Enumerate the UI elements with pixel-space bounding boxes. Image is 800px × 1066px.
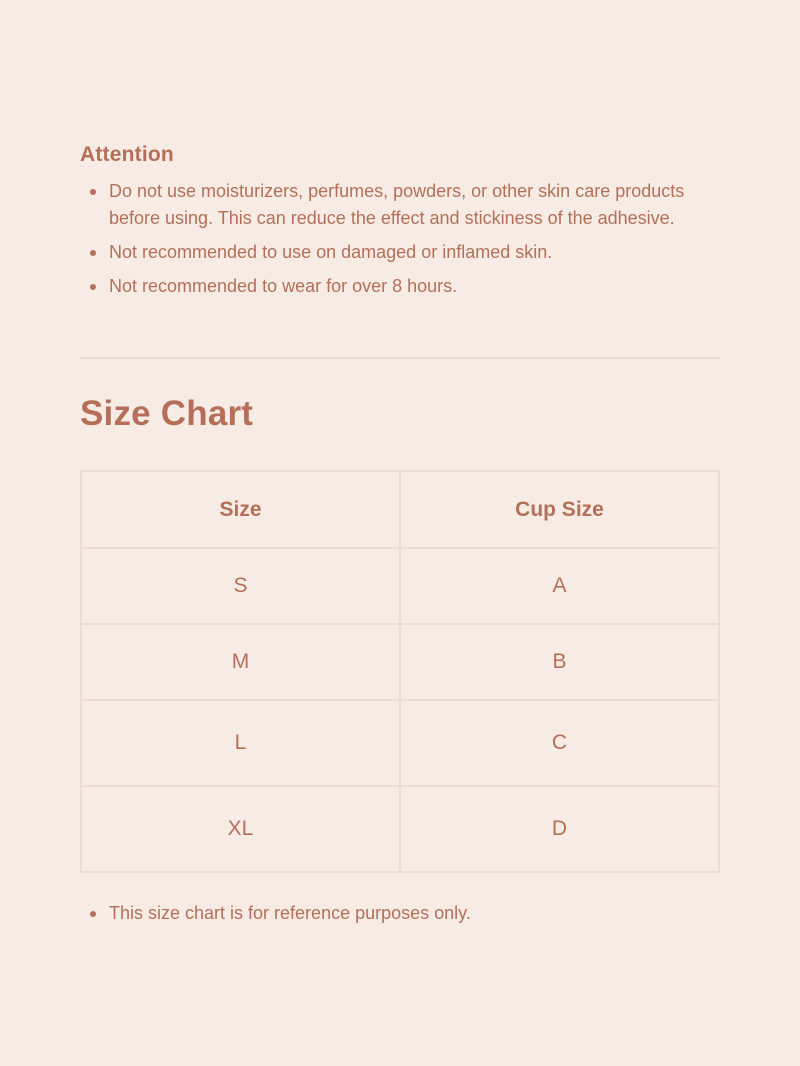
attention-list [80, 178, 720, 300]
section-divider [80, 357, 720, 359]
table-row [81, 548, 719, 624]
size-cell: S [81, 548, 400, 624]
list-item: Not recommended to wear for over 8 hours. [80, 273, 720, 300]
cup-size-cell: A [400, 548, 719, 624]
attention-heading: Attention [80, 143, 174, 166]
size-cell: XL [81, 786, 400, 872]
size-cell: M [81, 624, 400, 700]
cup-size-cell: C [400, 700, 719, 786]
size-chart-table [80, 470, 720, 873]
table-row [81, 624, 719, 700]
list-item: Not recommended to use on damaged or inflamed skin. [80, 239, 720, 266]
column-header-cup-size: Cup Size [400, 471, 719, 548]
list-item: Do not use moisturizers, perfumes, powders, or other skin care products before using. This can reduce the effect and stickiness of the adhesive. [80, 178, 720, 232]
column-header-size: Size [81, 471, 400, 548]
size-chart-note-list [80, 900, 720, 927]
size-chart-note: This size chart is for reference purposes only. [80, 900, 720, 927]
table-row [81, 786, 719, 872]
size-chart-title: Size Chart [80, 394, 254, 433]
cup-size-cell: B [400, 624, 719, 700]
table-header-row [81, 471, 719, 548]
size-cell: L [81, 700, 400, 786]
cup-size-cell: D [400, 786, 719, 872]
table-row [81, 700, 719, 786]
